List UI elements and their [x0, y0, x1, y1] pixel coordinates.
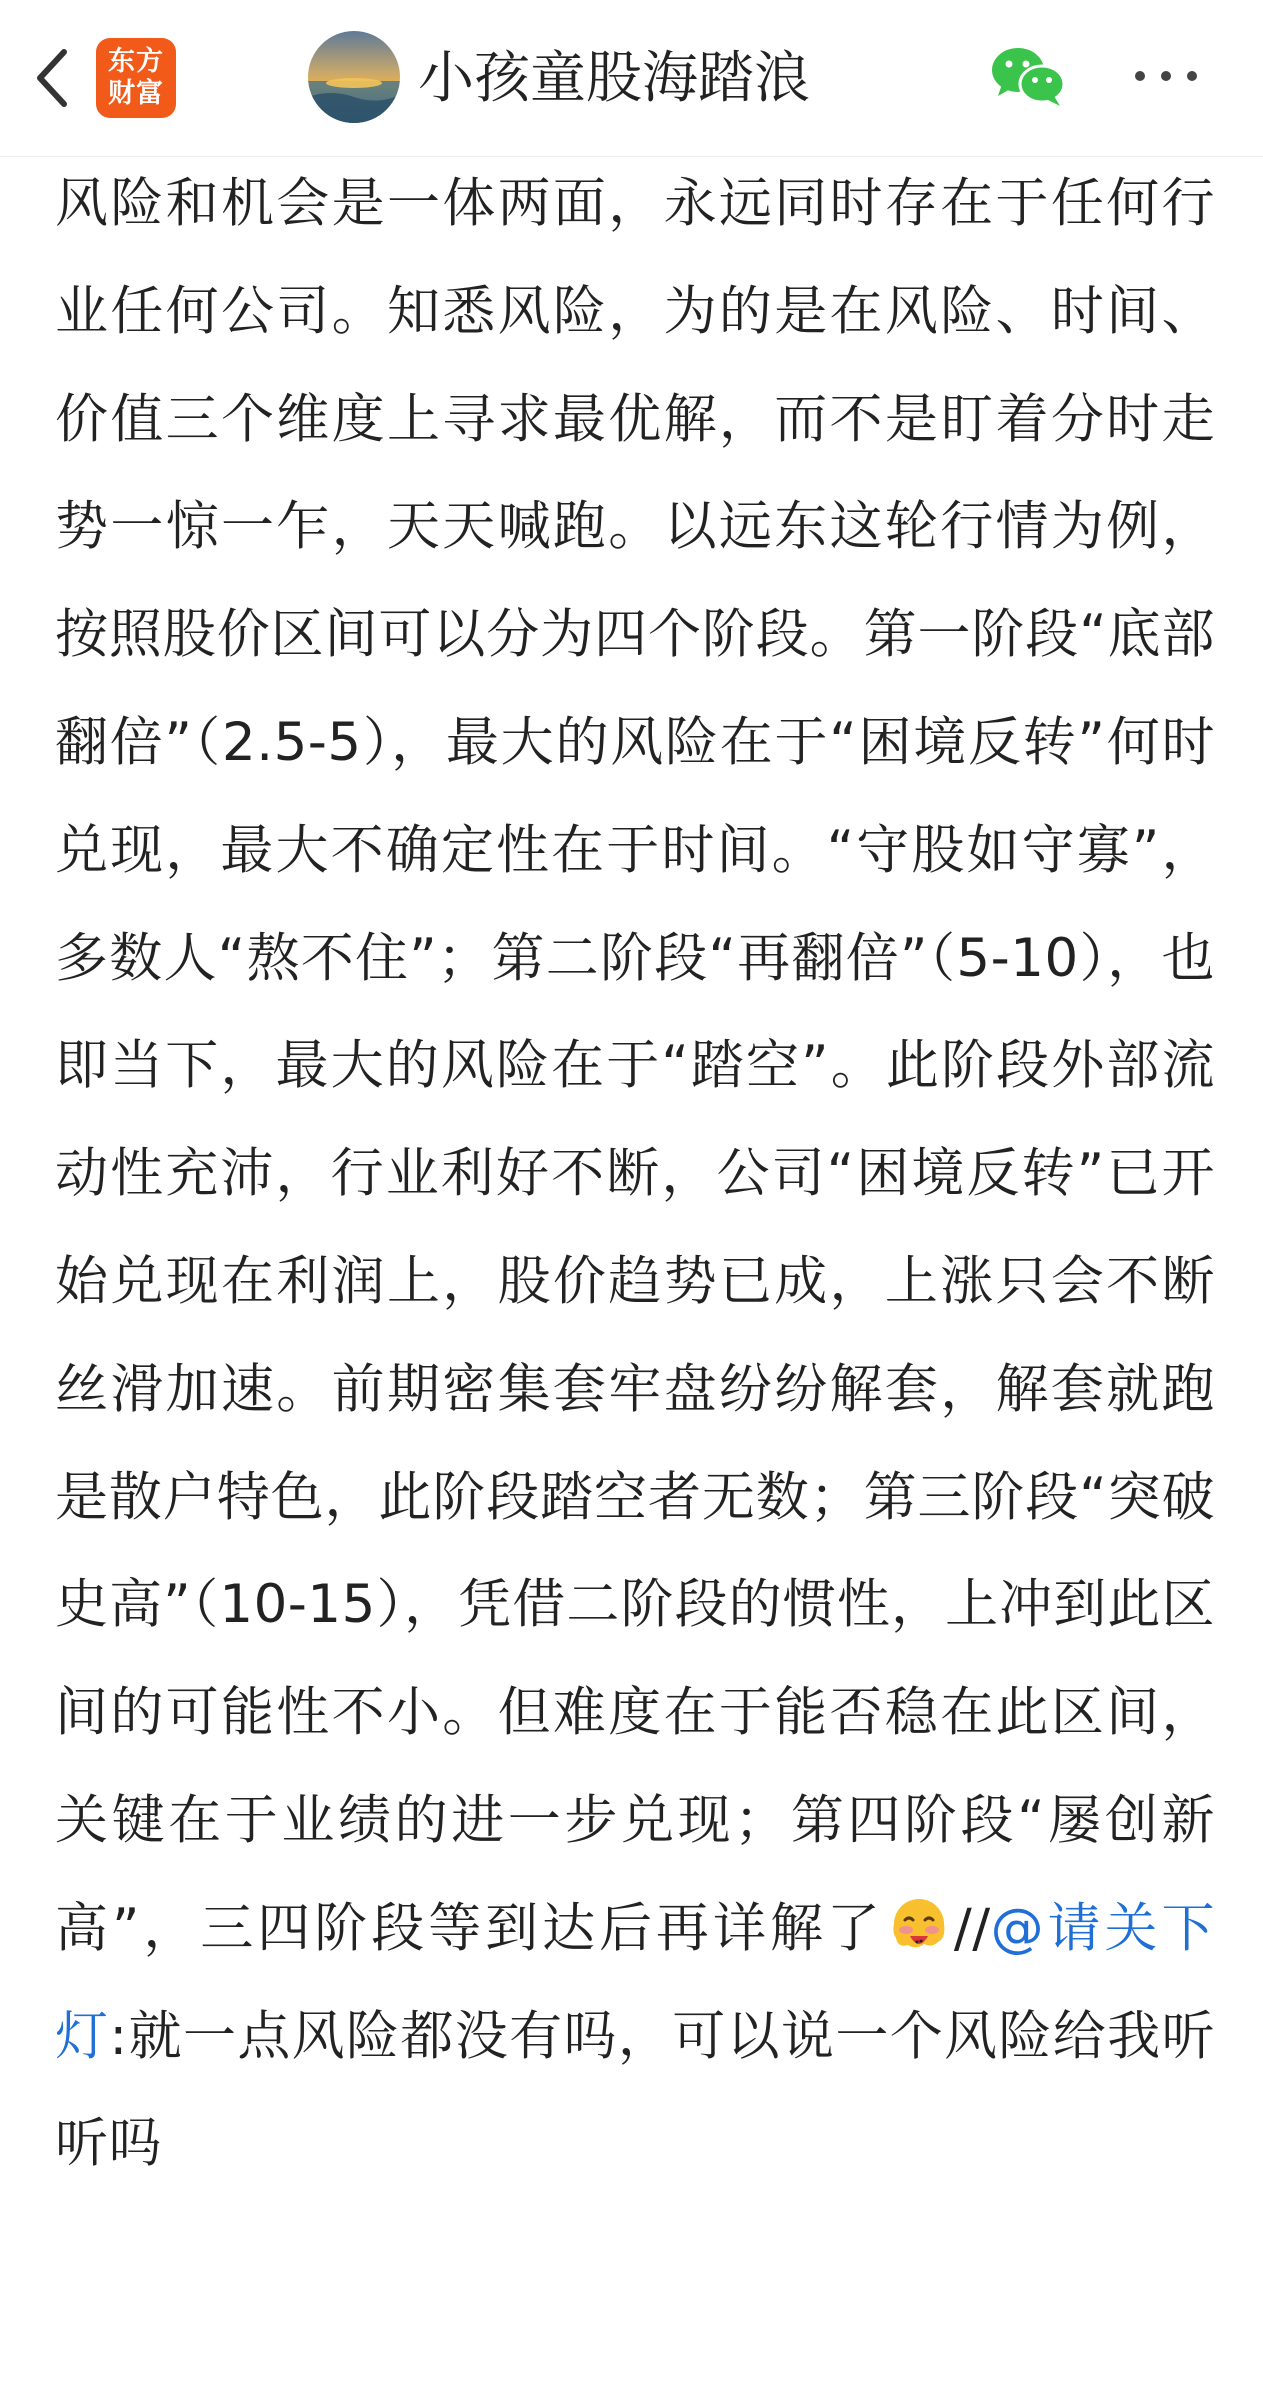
- avatar-image: [308, 31, 400, 123]
- back-arrow-icon: [32, 46, 72, 110]
- top-bar: [0, 0, 1263, 157]
- page-title: 小孩童股海踏浪: [418, 46, 810, 111]
- more-icon: [1130, 66, 1202, 86]
- post-content: [55, 150, 1215, 2198]
- back-button[interactable]: [22, 38, 82, 118]
- separator: //: [953, 1897, 991, 1959]
- post-body: 风险和机会是一体两面，永远同时存在于任何行业任何公司。知悉风险，为的是在风险、时间、价值三个维度上寻求最优解，而不是盯着分时走势一惊一乍，天天喊跑。以远东这轮行情为例，按照股价区间可以分为四个阶段。第一阶段“底部翻倍”（2.5-5），最大的风险在于“困境反转”何时兑现，最大不确定性在于时间。“守股如守寡”，多数人“熬不住”；第二阶段“再翻倍”（5-10），也即当下，最大的风险在于“踏空”。此阶段外部流动性充沛，行业利好不断，公司“困境反转”已开始兑现在利润上，股价趋势已成，上涨只会不断丝滑加速。前期密集套牢盘纷纷解套，解套就跑是散户特色，此阶段踏空者无数；第三阶段“突破史高”（10-15），凭借二阶段的惯性，上冲到此区间的可能性不小。但难度在于能否稳在此区间，关键在于业绩的进一步兑现；第四阶段“屡创新高”，三四阶段等到达后再详解了: [55, 173, 1215, 1959]
- eastmoney-logo[interactable]: [96, 38, 176, 118]
- logo-line1: 东方: [108, 46, 164, 77]
- more-button[interactable]: [1130, 48, 1202, 104]
- avatar[interactable]: [308, 31, 400, 123]
- melting-face-emoji: [886, 1890, 952, 1956]
- logo-line2: 财富: [108, 78, 164, 109]
- wechat-share-button[interactable]: [990, 44, 1066, 108]
- mention-link[interactable]: @请关下灯: [55, 1897, 1215, 2067]
- wechat-icon: [990, 44, 1066, 108]
- reply-text: :就一点风险都没有吗，可以说一个风险给我听听吗: [55, 2005, 1216, 2175]
